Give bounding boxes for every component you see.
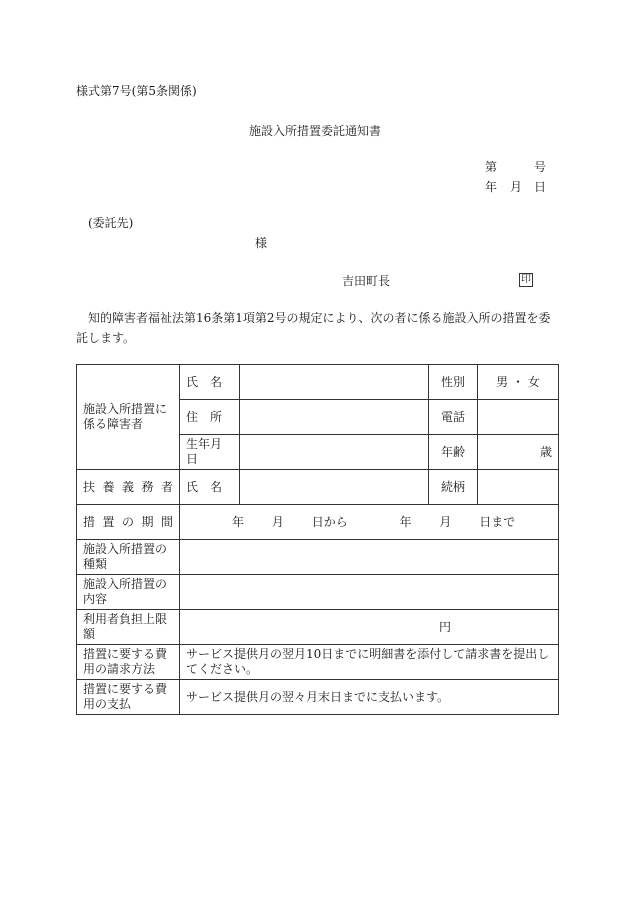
period-to-year: 年: [399, 514, 412, 529]
address-label: 住 所: [180, 400, 240, 435]
payment-label: 措置に要する費用の支払: [77, 680, 180, 715]
name-value-cell[interactable]: [240, 365, 429, 400]
seal-mark: 印: [521, 274, 531, 285]
name-label: 氏 名: [180, 365, 240, 400]
guardian-label: 扶養義務者: [77, 470, 180, 505]
sex-label: 性別: [429, 365, 478, 400]
limit-label: 利用者負担上限額: [77, 610, 180, 645]
phone-value-cell[interactable]: [478, 400, 559, 435]
payment-text: サービス提供月の翌々月末日までに支払います。: [180, 680, 559, 715]
document-number-label: 第: [485, 160, 498, 174]
table-row: [77, 540, 559, 575]
type-value-cell[interactable]: [180, 540, 559, 575]
period-from-day: 日から: [311, 514, 348, 529]
table-row: [77, 645, 559, 680]
period-value-cell[interactable]: [180, 505, 559, 540]
date-year-label: 年: [485, 180, 498, 194]
address-value-cell[interactable]: [240, 400, 429, 435]
consignee-label: (委託先): [88, 216, 134, 230]
guardian-name-value-cell[interactable]: [240, 470, 429, 505]
type-label: 施設入所措置の種類: [77, 540, 180, 575]
period-to-day: 日まで: [479, 514, 516, 529]
date-day-label: 日: [534, 180, 547, 194]
document-number-suffix: 号: [534, 160, 547, 174]
limit-unit: 円: [439, 619, 452, 634]
table-row: [77, 365, 559, 400]
period-label: 措置の期間: [77, 505, 180, 540]
period-to-month: 月: [439, 514, 452, 529]
limit-value-cell[interactable]: [180, 610, 559, 645]
content-label: 施設入所措置の内容: [77, 575, 180, 610]
content-value-cell[interactable]: [180, 575, 559, 610]
period-from-month: 月: [271, 514, 284, 529]
age-label: 年齢: [429, 435, 478, 470]
table-row: [77, 680, 559, 715]
person-group-label: 施設入所措置に係る障害者: [77, 365, 180, 470]
birth-value-cell[interactable]: [240, 435, 429, 470]
issuer-name: 吉田町長: [342, 274, 391, 288]
guardian-name-label: 氏 名: [180, 470, 240, 505]
table-row: [77, 470, 559, 505]
consignee-honorific: 様: [255, 236, 268, 250]
period-from-year: 年: [232, 514, 245, 529]
claim-text: サービス提供月の翌月10日までに明細書を添付して請求書を提出してください。: [180, 645, 559, 680]
table-row: [77, 505, 559, 540]
phone-label: 電話: [429, 400, 478, 435]
claim-label: 措置に要する費用の請求方法: [77, 645, 180, 680]
table-row: [77, 575, 559, 610]
document-title: 施設入所措置委託通知書: [248, 124, 381, 138]
sex-options[interactable]: 男 ・ 女: [478, 365, 559, 400]
form-number: 様式第7号(第5条関係): [76, 84, 197, 98]
date-month-label: 月: [510, 180, 523, 194]
notice-table: [76, 364, 559, 715]
intro-paragraph: 知的障害者福祉法第16条第1項第2号の規定により、次の者に係る施設入所の措置を委託します。: [76, 311, 551, 345]
relation-value-cell[interactable]: [478, 470, 559, 505]
birth-label: 生年月日: [180, 435, 240, 470]
age-unit: 歳: [478, 435, 559, 470]
table-row: [77, 610, 559, 645]
relation-label: 続柄: [429, 470, 478, 505]
